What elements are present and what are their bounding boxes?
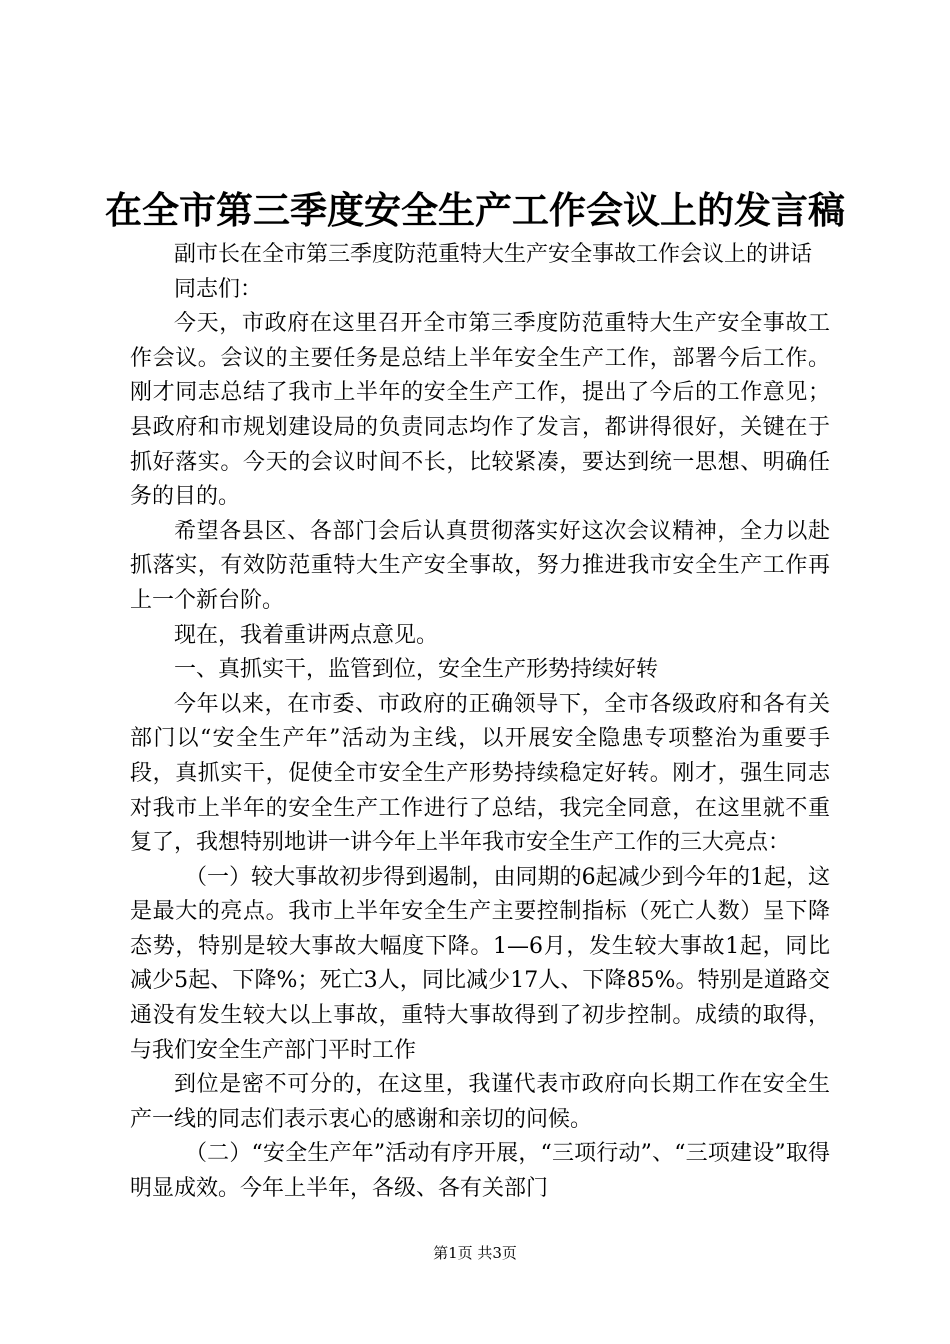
- paragraph-two-points: 现在，我着重讲两点意见。: [174, 622, 439, 648]
- paragraph-subtitle: 副市长在全市第三季度防范重特大生产安全事故工作会议上的讲话: [174, 242, 813, 267]
- document-body: [130, 238, 830, 1207]
- section-heading-one: 一、真抓实干，监管到位，安全生产形势持续好转: [174, 657, 659, 683]
- paragraph-salutation: 同志们：: [174, 276, 263, 302]
- paragraph-highlight-two: （二）“安全生产年”活动有序开展，“三项行动”、“三项建设”取得明显成效。今年上半年，各级、各有关部门: [130, 1141, 830, 1202]
- paragraph-highlight-one: （一）较大事故初步得到遏制，由同期的6起减少到今年的1起，这是最大的亮点。我市上半年安全生产主要控制指标（死亡人数）呈下降态势，特别是较大事故大幅度下降。1—6月，发生较大事故1起，同比减少5起、下降%；死亡3人，同比减少17人、下降85%。特别是道路交通没有发生较大以上事故，重特大事故得到了初步控制。成绩的取得，与我们安全生产部门平时工作: [130, 864, 830, 1063]
- paragraph-intro: 今天，市政府在这里召开全市第三季度防范重特大生产安全事故工作会议。会议的主要任务是总结上半年安全生产工作，部署今后工作。刚才同志总结了我市上半年的安全生产工作，提出了今后的工作意见；县政府和市规划建设局的负责同志均作了发言，都讲得很好，关键在于抓好落实。今天的会议时间不长，比较紧凑，要达到统一思想、明确任务的目的。: [130, 311, 830, 510]
- document-title: 在全市第三季度安全生产工作会议上的发言稿: [105, 188, 845, 232]
- page-number: 第1页 共3页: [433, 1244, 517, 1262]
- paragraph-summary: 今年以来，在市委、市政府的正确领导下，全市各级政府和各有关部门以“安全生产年”活动为主线，以开展安全隐患专项整治为重要手段，真抓实干，促使全市安全生产形势持续稳定好转。刚才，强生同志对我市上半年的安全生产工作进行了总结，我完全同意，在这里就不重复了，我想特别地讲一讲今年上半年我市安全生产工作的三大亮点：: [130, 691, 830, 856]
- paragraph-hope: 希望各县区、各部门会后认真贯彻落实好这次会议精神，全力以赴抓落实，有效防范重特大生产安全事故，努力推进我市安全生产工作再上一个新台阶。: [130, 518, 830, 613]
- paragraph-thanks: 到位是密不可分的，在这里，我谨代表市政府向长期工作在安全生产一线的同志们表示衷心的感谢和亲切的问候。: [130, 1072, 830, 1132]
